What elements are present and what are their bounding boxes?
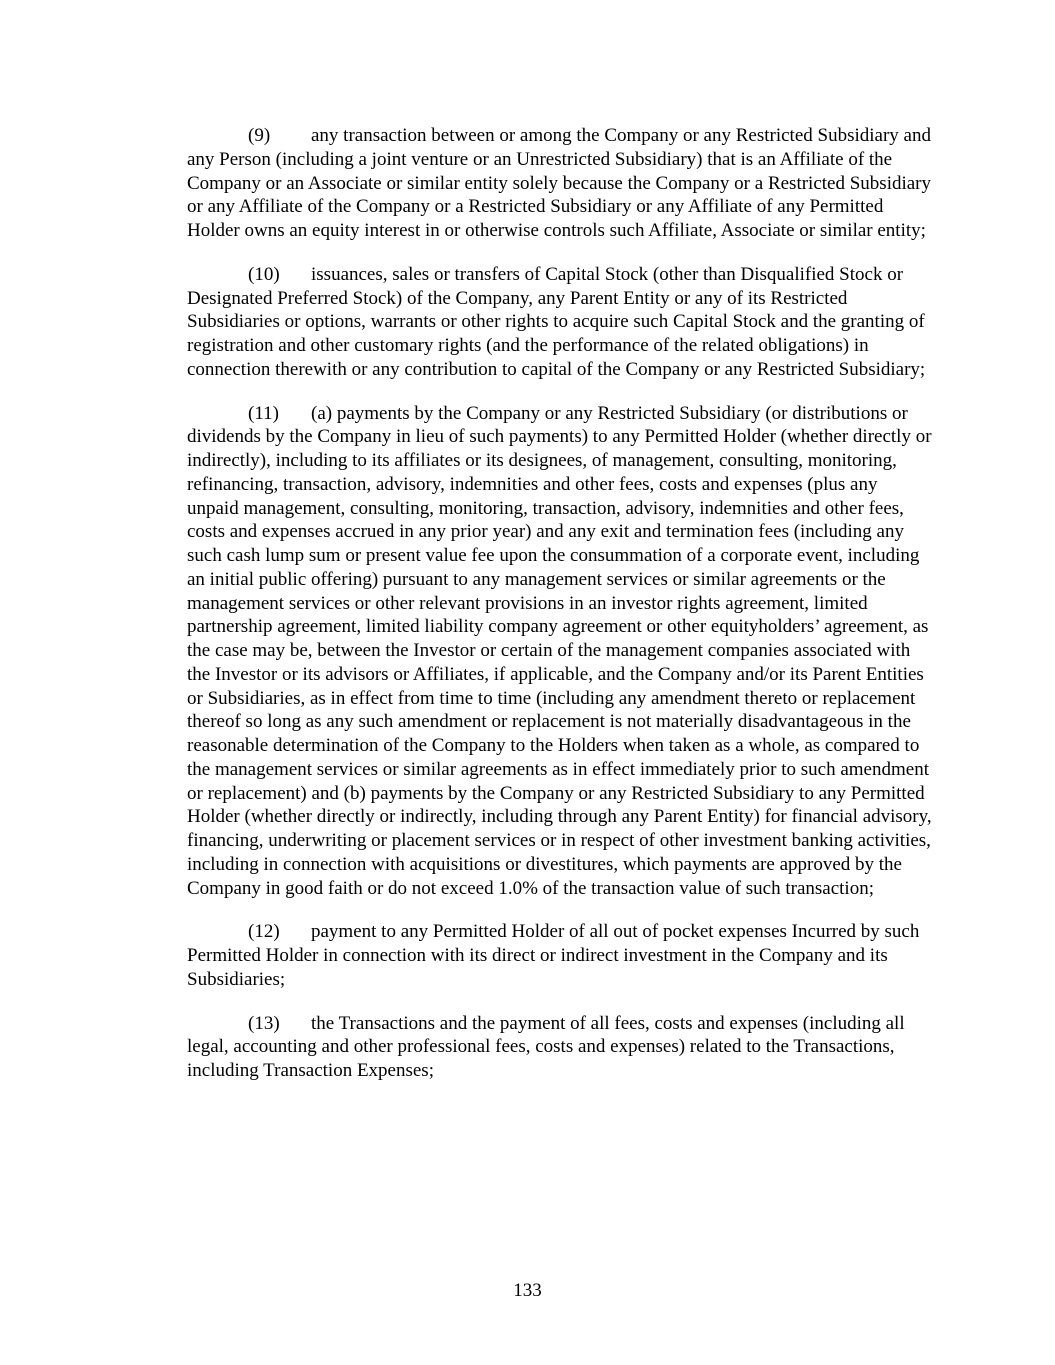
paragraph-number: (10): [248, 263, 280, 285]
paragraph-text: payment to any Permitted Holder of all out of pocket expenses Incurred by such Permitted Holder in connection with its direct or indirect investment in the Company and its Subsidiaries;: [187, 921, 920, 990]
paragraph-text: (a) payments by the Company or any Restricted Subsidiary (or distributions or dividends by the Company in lieu of such payments) to any Permitted Holder (whether directly or indirectly), including to its affiliates or its designees, of management, consulting, monitoring, refinancing, transaction, advisory, indemnities and other fees, costs and expenses (plus any unpaid management, consulting, monitoring, transaction, advisory, indemnities and other fees, costs and expenses accrued in any prior year) and any exit and termination fees (including any such cash lump sum or present value fee upon the consummation of a corporate event, including an initial public offering) pursuant to any management services or similar agreements or the management services or other relevant provisions in an investor rights agreement, limited partnership agreement, limited liability company agreement or other equityholders’ agreement, as the case may be, between the Investor or certain of the management companies associated with the Investor or its advisors or Affiliates, if applicable, and the Company and/or its Parent Entities or Subsidiaries, as in effect from time to time (including any amendment thereto or replacement thereof so long as any such amendment or replacement is not materially disadvantageous in the reasonable determination of the Company to the Holders when taken as a whole, as compared to the management services or similar agreements as in effect immediately prior to such amendment or replacement) and (b) payments by the Company or any Restricted Subsidiary to any Permitted Holder (whether directly or indirectly, including through any Parent Entity) for financial advisory, financing, underwriting or placement services or in respect of other investment banking activities, including in connection with acquisitions or divestitures, which payments are approved by the Company in good faith or do not exceed 1.0% of the transaction value of such transaction;: [187, 402, 932, 899]
paragraph-10: [187, 263, 932, 382]
paragraph-number: (13): [248, 1012, 280, 1034]
page-number: 133: [513, 1280, 542, 1301]
paragraph-text: any transaction between or among the Company or any Restricted Subsidiary and any Person (including a joint venture or an Unrestricted Subsidiary) that is an Affiliate of the Company or an Associate or similar entity solely because the Company or a Restricted Subsidiary or any Affiliate of the Company or a Restricted Subsidiary or any Affiliate of any Permitted Holder owns an equity interest in or otherwise controls such Affiliate, Associate or similar entity;: [187, 125, 932, 241]
paragraph-number: (9): [248, 125, 271, 146]
document-body: [187, 124, 932, 1103]
paragraph-13: [187, 1012, 932, 1083]
paragraph-11: [187, 402, 932, 901]
paragraph-number: (11): [248, 402, 279, 424]
paragraph-12: [187, 920, 932, 991]
paragraph-text: the Transactions and the payment of all fees, costs and expenses (including all legal, accounting and other professional fees, costs and expenses) related to the Transactions, including Transaction Expenses;: [187, 1012, 905, 1081]
paragraph-9: [187, 124, 932, 243]
paragraph-text: issuances, sales or transfers of Capital Stock (other than Disqualified Stock or Designated Preferred Stock) of the Company, any Parent Entity or any of its Restricted Subsidiaries or options, warrants or other rights to acquire such Capital Stock and the granting of registration and other customary rights (and the performance of the related obligations) in connection therewith or any contribution to capital of the Company or any Restricted Subsidiary;: [187, 263, 926, 380]
paragraph-number: (12): [248, 921, 280, 943]
